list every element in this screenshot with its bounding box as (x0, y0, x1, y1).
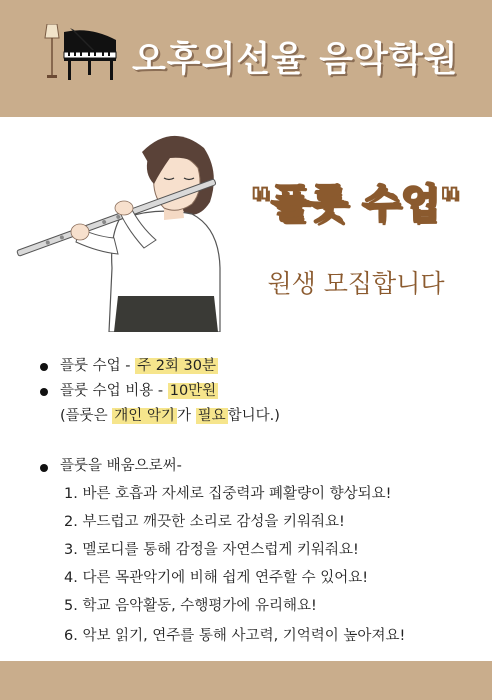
fee-label: 플룻 수업 비용 - (60, 383, 168, 399)
fee-value: 10만원 (169, 383, 217, 399)
benefit-item: 4. 다른 목관악기에 비해 쉽게 연주할 수 있어요! (64, 570, 369, 586)
flute-player-illustration (14, 128, 229, 332)
note-suffix: 합니다.) (227, 408, 280, 424)
benefits-heading: 플룻을 배움으로써- (60, 458, 182, 474)
note-mid: 가 (176, 408, 196, 424)
subheadline: 원생 모집합니다 (267, 269, 445, 298)
note-prefix: (플룻은 (60, 408, 113, 424)
bullet-dot (40, 464, 48, 472)
lesson-label: 플룻 수업 - (60, 358, 136, 374)
academy-title: 오후의선율 음악학원 (132, 40, 459, 80)
floor-lamp-icon (44, 24, 60, 80)
note-highlight-required: 필요 (197, 408, 226, 424)
grand-piano-icon (60, 26, 120, 80)
bullet-dot (40, 363, 48, 371)
benefit-item: 2. 부드럽고 깨끗한 소리로 감성을 키워줘요! (64, 514, 345, 530)
benefit-item: 6. 악보 읽기, 연주를 통해 사고력, 기억력이 높아져요! (64, 628, 406, 644)
headline: "플룻 수업" (249, 181, 461, 227)
header-banner (0, 0, 492, 117)
lesson-value: 주 2회 30분 (137, 358, 217, 374)
benefit-item: 1. 바른 호흡과 자세로 집중력과 폐활량이 향상되요! (64, 486, 392, 502)
bullet-dot (40, 388, 48, 396)
lesson-line (60, 356, 218, 376)
footer-band (0, 661, 492, 700)
note-highlight-instrument: 개인 악기 (114, 408, 175, 424)
benefit-item: 3. 멜로디를 통해 감정을 자연스럽게 키워줘요! (64, 542, 359, 558)
instrument-note (60, 406, 280, 426)
fee-line (60, 381, 218, 401)
benefit-item: 5. 학교 음악활동, 수행평가에 유리해요! (64, 598, 317, 614)
